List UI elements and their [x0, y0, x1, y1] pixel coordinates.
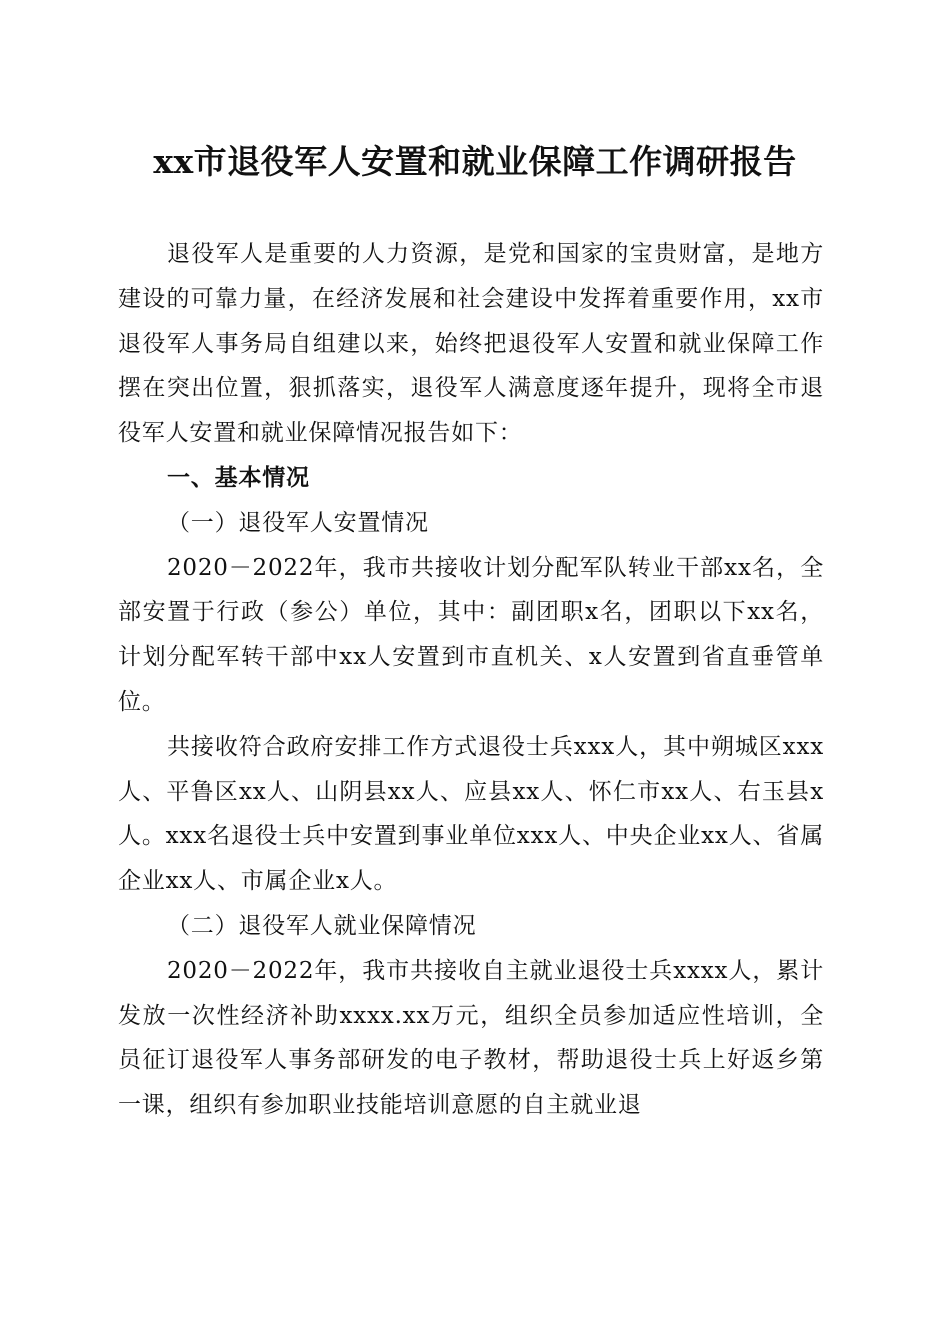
document-title: xx市退役军人安置和就业保障工作调研报告	[153, 142, 797, 181]
placement-paragraph-1: 2020－2022年，我市共接收计划分配军队转业干部xx名，全部安置于行政（参公）单位，其中：副团职x名，团职以下xx名，计划分配军转干部中xx人安置到市直机关、x人安置到省直垂管单位。	[118, 554, 824, 715]
subsection-heading-placement: （一）退役军人安置情况	[167, 509, 429, 536]
section-heading-basic-situation: 一、基本情况	[167, 464, 310, 491]
intro-paragraph: 退役军人是重要的人力资源，是党和国家的宝贵财富，是地方建设的可靠力量，在经济发展和社会建设中发挥着重要作用，xx市退役军人事务局自组建以来，始终把退役军人安置和就业保障工作摆在突出位置，狠抓落实，退役军人满意度逐年提升，现将全市退役军人安置和就业保障情况报告如下：	[118, 241, 824, 447]
employment-paragraph-1: 2020－2022年，我市共接收自主就业退役士兵xxxx人，累计发放一次性经济补助xxxx.xx万元，组织全员参加适应性培训，全员征订退役军人事务部研发的电子教材，帮助退役士兵上好返乡第一课，组织有参加职业技能培训意愿的自主就业退	[118, 957, 824, 1119]
document-body	[118, 232, 824, 1128]
placement-paragraph-2: 共接收符合政府安排工作方式退役士兵xxx人，其中朔城区xxx人、平鲁区xx人、山阴县xx人、应县xx人、怀仁市xx人、右玉县x人。xxx名退役士兵中安置到事业单位xxx人、中央企业xx人、省属企业xx人、市属企业x人。	[118, 733, 824, 895]
subsection-heading-employment: （二）退役军人就业保障情况	[167, 912, 477, 939]
